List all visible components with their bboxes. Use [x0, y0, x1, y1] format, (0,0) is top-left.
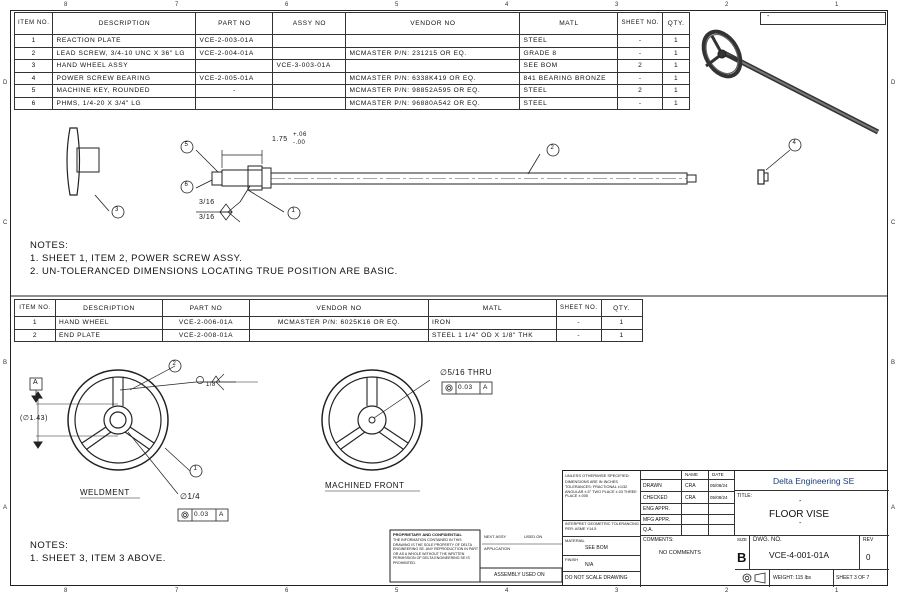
cell-item: 6 — [15, 97, 53, 110]
fcf-datum: A — [483, 384, 488, 391]
cell-vendor: MCMASTER P/N: 96880A542 OR EQ. — [346, 97, 520, 110]
notes-title: NOTES: — [30, 240, 69, 251]
cell-part: VCE-2-008-01A — [163, 329, 250, 342]
fcf-datum: A — [219, 511, 224, 518]
title-dash: - — [799, 498, 802, 505]
zone-row-label: D — [891, 80, 896, 86]
bom-header: PART NO — [163, 300, 250, 317]
cell-desc: MACHINE KEY, ROUNDED — [53, 85, 196, 98]
cell-vendor: MCMASTER P/N: 98852A595 OR EQ. — [346, 85, 520, 98]
bom-header: ITEM NO. — [15, 300, 56, 317]
cell-item: 3 — [15, 60, 53, 73]
zone-col-label: 6 — [285, 588, 289, 594]
comments-label: COMMENTS: — [643, 537, 674, 543]
rev-label: REV — [863, 537, 874, 543]
cell-part: VCE-2-004-01A — [196, 47, 273, 60]
balloon-1-label: 1 — [291, 208, 296, 214]
bom-header: DESCRIPTION — [56, 300, 163, 317]
cell-matl: STEEL 1 1/4" OD X 1/8" THK — [429, 329, 557, 342]
title-label: TITLE: — [737, 493, 753, 499]
cell-desc: HAND WHEEL — [56, 317, 163, 330]
zone-row-label: B — [3, 360, 8, 366]
view-label-weldment: WELDMENT — [80, 488, 130, 497]
zone-col-label: 1 — [835, 588, 839, 594]
zone-col-label: 3 — [615, 588, 619, 594]
revision-dash: - — [767, 13, 770, 20]
zone-row-label: A — [891, 505, 896, 511]
zone-col-label: 8 — [64, 2, 68, 8]
cell-part: VCE-2-003-01A — [196, 35, 273, 48]
spec-tolerances: DIMENSIONS ARE IN INCHES TOLERANCES: FRACTIONAL ±1/32 ANGULAR ±.5° TWO PLACE ±.03 THREE PLACE ±.005 — [565, 480, 637, 499]
cell-qty: 1 — [663, 47, 690, 60]
zone-col-label: 7 — [175, 588, 179, 594]
cell-sheet: - — [618, 47, 663, 60]
cell-matl: STEEL — [520, 85, 618, 98]
cell-desc: HAND WHEEL ASSY — [53, 60, 196, 73]
finish-label: FINISH — [565, 557, 579, 562]
isometric-assembly-view — [696, 25, 878, 132]
cell-item: 1 — [15, 35, 53, 48]
fcf-value: 0.03 — [194, 511, 209, 518]
zone-row-label: A — [3, 505, 8, 511]
drawn-date: 05/08/24 — [710, 483, 728, 488]
spec-unless: UNLESS OTHERWISE SPECIFIED: — [565, 473, 630, 478]
cell-part: VCE-2-006-01A — [163, 317, 250, 330]
cell-part: VCE-2-005-01A — [196, 72, 273, 85]
hole-dim-value: 5/16 — [447, 368, 466, 377]
dim-length: 1.75 — [272, 136, 288, 143]
proprietary-title: PROPRIETARY AND CONFIDENTIAL — [393, 532, 462, 537]
cell-matl: STEEL — [520, 97, 618, 110]
company-name: Delta Engineering SE — [773, 476, 855, 486]
zone-col-label: 5 — [395, 2, 399, 8]
zone-col-label: 1 — [835, 2, 839, 8]
size-label: SIZE — [737, 537, 748, 542]
cell-sheet: - — [618, 97, 663, 110]
note-line: 2. UN-TOLERANCED DIMENSIONS LOCATING TRUE POSITION ARE BASIC. — [30, 266, 398, 277]
spec-interpret: INTERPRET GEOMETRIC TOLERANCING PER: ASME Y14.5 — [565, 522, 639, 531]
col-date: DATE — [712, 472, 724, 477]
cell-desc: POWER SCREW BEARING — [53, 72, 196, 85]
application-label: APPLICATION — [484, 546, 511, 551]
weld-size: 3/16 — [199, 214, 215, 221]
bom-header: SHEET NO. — [618, 13, 663, 35]
balloon-3-label: 3 — [115, 207, 119, 213]
cell-vendor: MCMASTER P/N: 6025K16 OR EQ. — [250, 317, 429, 330]
bom-header: QTY. — [663, 13, 690, 35]
zone-col-label: 2 — [725, 588, 729, 594]
balloon-6-label: 6 — [184, 182, 189, 188]
title-block — [562, 470, 888, 586]
row-drawn: DRAWN — [643, 483, 662, 489]
bom-header: VENDOR NO — [346, 13, 520, 35]
weight-value: WEIGHT: 115 lbs — [773, 575, 811, 581]
cell-matl: IRON — [429, 317, 557, 330]
bore-dim-value: 1/4 — [187, 492, 201, 501]
cell-desc: LEAD SCREW, 3/4-10 UNC X 36" LG — [53, 47, 196, 60]
bore-dim: ∅1/4 — [180, 492, 201, 501]
cell-sheet: - — [557, 317, 602, 330]
lead-screw-view — [196, 150, 696, 222]
note-line: 1. SHEET 3, ITEM 3 ABOVE. — [30, 553, 166, 564]
zone-row-label: D — [3, 80, 8, 86]
dim-diameter-value: 1.43 — [29, 415, 46, 422]
view-label-machined-front: MACHINED FRONT — [325, 481, 405, 490]
bom-header: SHEET NO. — [557, 300, 602, 317]
zone-col-label: 7 — [175, 2, 179, 8]
used-on-label: USED ON — [524, 534, 543, 539]
bearing-view — [758, 150, 790, 184]
cell-matl: GRADE 8 — [520, 47, 618, 60]
bom-header: VENDOR NO — [250, 300, 429, 317]
cell-vendor: MCMASTER P/N: 6338K419 OR EQ. — [346, 72, 520, 85]
cell-sheet: 2 — [618, 85, 663, 98]
weld-size: 3/16 — [199, 199, 215, 206]
cell-desc: REACTION PLATE — [53, 35, 196, 48]
checked-date: 05/08/24 — [710, 495, 728, 500]
title-dash: - — [799, 520, 802, 527]
col-name: NAME — [685, 472, 699, 477]
cell-vendor: MCMASTER P/N: 231215 OR EQ. — [346, 47, 520, 60]
bom-header: MATL — [429, 300, 557, 317]
balloon-4-label: 4 — [792, 140, 797, 146]
cell-qty: 1 — [663, 85, 690, 98]
weld-size: 1/8 — [206, 382, 216, 388]
cell-item: 2 — [15, 47, 53, 60]
dim-tol-plus: +.06 — [293, 132, 307, 138]
dim-tol-minus: -.00 — [293, 140, 306, 146]
cell-sheet: - — [557, 329, 602, 342]
cell-item: 4 — [15, 72, 53, 85]
cell-item: 5 — [15, 85, 53, 98]
zone-col-label: 2 — [725, 2, 729, 8]
zone-col-label: 5 — [395, 588, 399, 594]
dim-diameter: (∅1.43) — [20, 415, 48, 422]
checked-by: CRA — [685, 495, 696, 501]
material-label: MATERIAL — [565, 538, 585, 543]
zone-col-label: 8 — [64, 588, 68, 594]
zone-col-label: 4 — [505, 2, 509, 8]
cell-qty: 1 — [601, 317, 642, 330]
row-eng-appr: ENG APPR. — [643, 506, 670, 512]
dwg-no: VCE-4-001-01A — [769, 550, 830, 560]
zone-row-label: C — [3, 220, 8, 226]
hole-dim: ∅5/16 THRU — [440, 368, 492, 377]
cell-qty: 1 — [663, 72, 690, 85]
bom-header: ITEM NO. — [15, 13, 53, 35]
rev-value: 0 — [866, 553, 871, 562]
cell-sheet: - — [618, 35, 663, 48]
balloon-5-label: 5 — [184, 142, 189, 148]
cell-qty: 1 — [601, 329, 642, 342]
zone-col-label: 3 — [615, 2, 619, 8]
zone-col-label: 4 — [505, 588, 509, 594]
next-assy-label: NEXT ASSY — [484, 534, 507, 539]
row-mfg-appr: MFG APPR. — [643, 517, 671, 523]
note-line: 1. SHEET 1, ITEM 2, POWER SCREW ASSY. — [30, 253, 243, 264]
hole-thru: THRU — [467, 368, 492, 377]
bom-header: DESCRIPTION — [53, 13, 196, 35]
notes-title: NOTES: — [30, 540, 69, 551]
drawn-by: CRA — [685, 483, 696, 489]
cell-qty: 1 — [663, 60, 690, 73]
size-value: B — [737, 550, 747, 565]
proprietary-text: THE INFORMATION CONTAINED IN THIS DRAWING IS THE SOLE PROPERTY OF DELTA ENGINEERING SE. ANY REPRODUCTION IN PART OR AS A WHOLE WITHOUT THE WRITTEN PERMISSION OF DELTA ENGINEERING SE IS PROHIBITED. — [393, 538, 479, 565]
projection-symbol-icon — [739, 569, 779, 587]
zone-row-label: C — [891, 220, 896, 226]
comments-value: NO COMMENTS — [659, 550, 701, 556]
no-scale-note: DO NOT SCALE DRAWING — [565, 575, 628, 581]
cell-matl: 841 BEARING BRONZE — [520, 72, 618, 85]
cell-item: 1 — [15, 317, 56, 330]
datum-label: A — [33, 379, 39, 386]
balloon-2-label: 2 — [550, 145, 555, 151]
row-checked: CHECKED — [643, 495, 668, 501]
fcf-value: 0.03 — [458, 384, 473, 391]
balloon-2-label: 2 — [172, 361, 177, 367]
cell-item: 2 — [15, 329, 56, 342]
row-qa: Q.A. — [643, 527, 654, 533]
cell-desc: PHMS, 1/4-20 X 3/4" LG — [53, 97, 196, 110]
bom-header: QTY. — [601, 300, 642, 317]
balloon-1-label: 1 — [193, 466, 198, 472]
sheet-value: SHEET 3 OF 7 — [836, 575, 870, 581]
dwg-no-label: DWG. NO. — [753, 537, 782, 543]
cell-assy: VCE-3-003-01A — [273, 60, 346, 73]
cell-sheet: 2 — [618, 60, 663, 73]
cell-matl: STEEL — [520, 35, 618, 48]
cell-sheet: - — [618, 72, 663, 85]
weldment-view — [30, 360, 258, 521]
cell-desc: END PLATE — [56, 329, 163, 342]
cell-qty: 1 — [663, 35, 690, 48]
bom-header: MATL — [520, 13, 618, 35]
zone-row-label: B — [891, 360, 896, 366]
cell-matl: SEE BOM — [520, 60, 618, 73]
cell-qty: 1 — [663, 97, 690, 110]
cell-part: - — [196, 85, 273, 98]
zone-col-label: 6 — [285, 2, 289, 8]
handwheel-side-view — [67, 128, 109, 211]
bom-header: ASSY NO — [273, 13, 346, 35]
assembly-used-on-label: ASSEMBLY USED ON — [494, 572, 545, 578]
drawing-title: FLOOR VISE — [769, 509, 830, 520]
finish-value: N/A — [585, 562, 594, 568]
material-value: SEE BOM — [585, 545, 608, 551]
bom-header: PART NO — [196, 13, 273, 35]
